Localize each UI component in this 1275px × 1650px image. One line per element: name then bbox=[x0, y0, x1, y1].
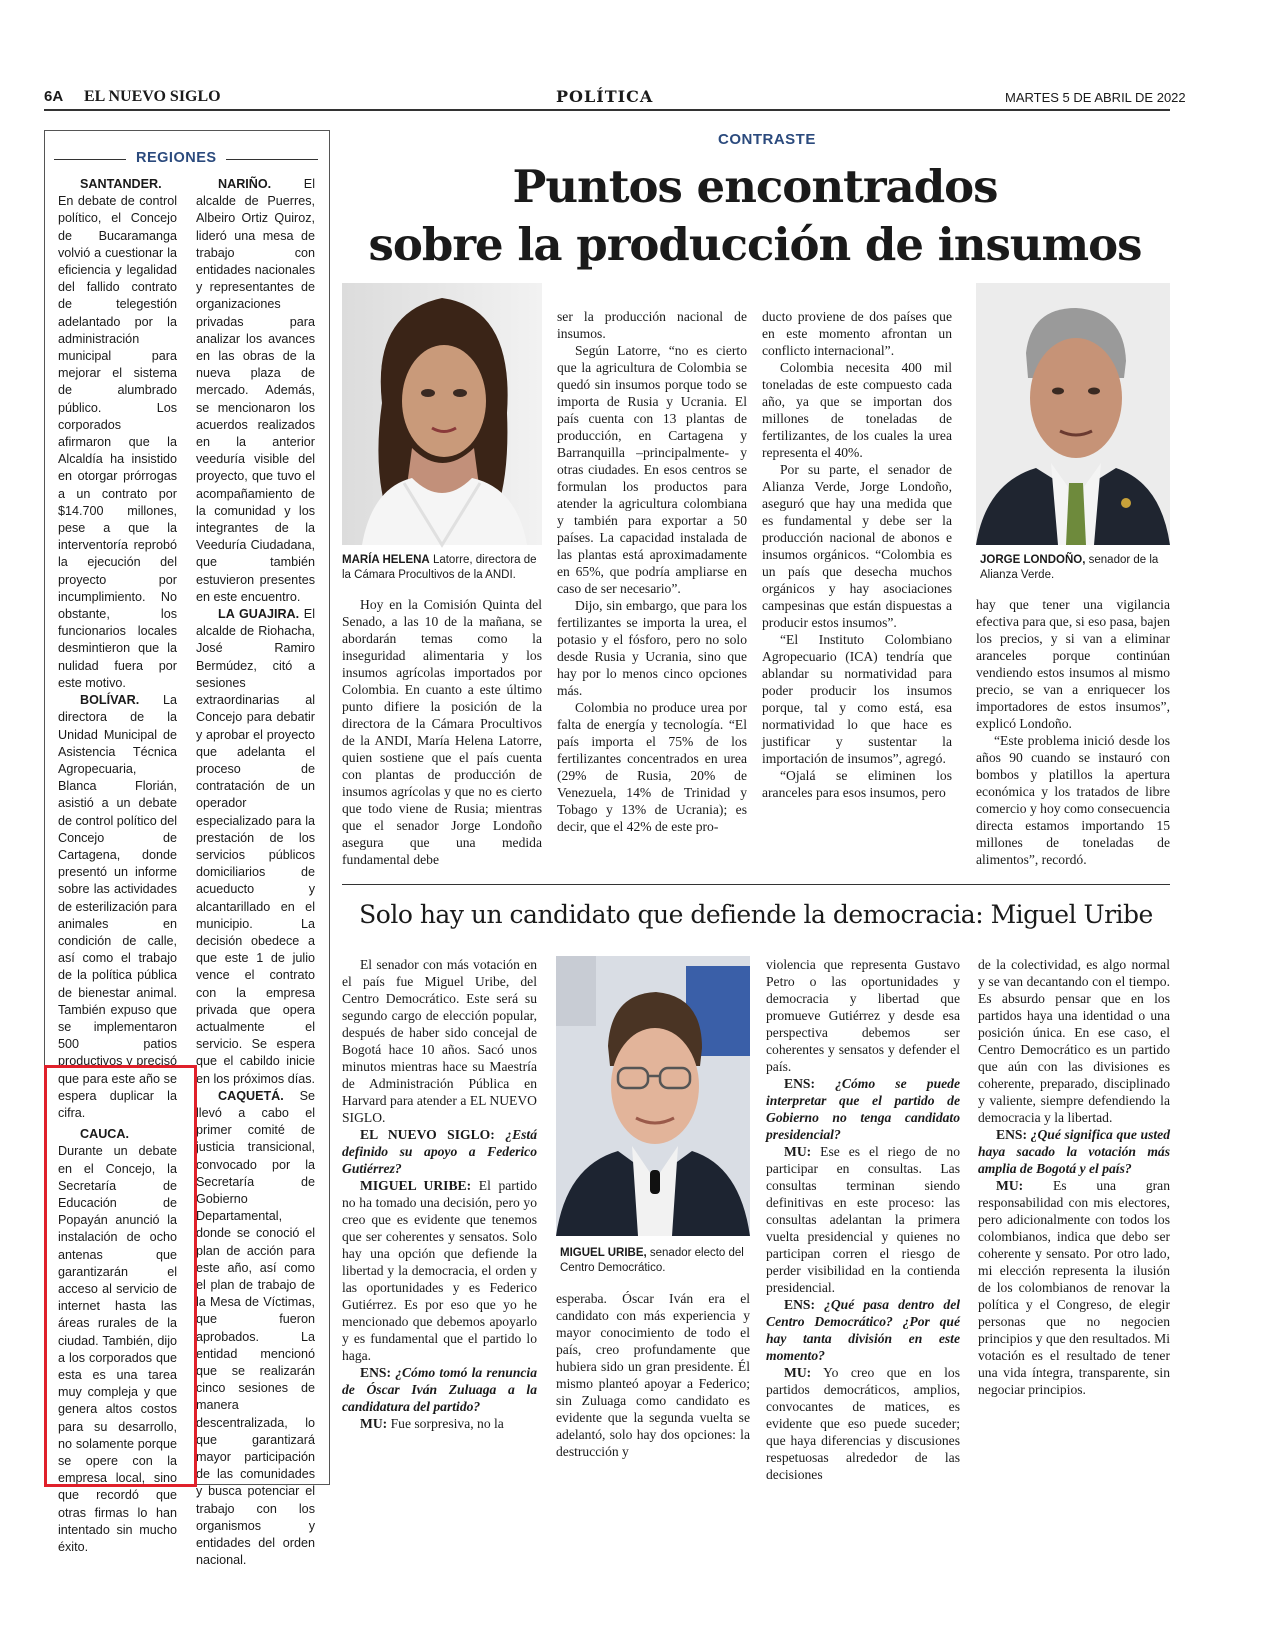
caption-jorge-londono: JORGE LONDOÑO, senador de la Alianza Verde. bbox=[980, 554, 1159, 581]
photo-jorge-londono bbox=[976, 283, 1170, 545]
interview-answer: MU: Fue sorpresiva, no la bbox=[360, 1416, 504, 1431]
interview-answer: MU: Es una gran responsabilidad con mis electores, pero adicionalmente con todos los colombianos, indica que debo ser coherente y sensato. Por otro lado, mi elección representa la ilusión de los colombianos de renovar la política y el Congreso, de elegir personas que no negocien principios y que den resultados. Mi votación es el resultado de tener una vida íntegra, transparente, sin negociar principios. bbox=[978, 1178, 1170, 1397]
article1-column-2 bbox=[557, 308, 747, 878]
caption-maria-helena: MARÍA HELENA Latorre, directora de la Cámara Procultivos de la ANDI. bbox=[342, 554, 537, 581]
article1-paragraph: hay que tener una vigilancia efectiva para que, si eso pasa, bajen los precios, y si van a eliminar aranceles porque continúan vendiendo estos insumos al mismo precio, se van a enriquecer los importadores de estos insumos”, explicó Londoño. bbox=[976, 597, 1170, 731]
regiones-title: REGIONES bbox=[136, 150, 217, 166]
article1-paragraph: Colombia no produce urea por falta de energía y tecnología. “El país importa el 75% de los fertilizantes concentrados en urea (29% de Rusia, 20% de Venezuela, 14% de Trinidad y Tobago y 13% de Ucrania); es decir, que el 42% de este pro- bbox=[557, 700, 747, 834]
photo-miguel-uribe bbox=[556, 956, 750, 1236]
interview-paragraph: violencia que representa Gustavo Petro o las oportunidades y democracia y libertad que promueve Gutiérrez y desde esa perspectiva debemos ser coherentes y sensatos y defender el país. bbox=[766, 957, 960, 1074]
article1-paragraph: Según Latorre, “no es cierto que la agricultura de Colombia se quedó sin insumos porque todo se importa de Rusia y Ucrania. El país cuenta con 13 plantas de producción, en Cartagena y Barranquilla –principalmente- y otras ciudades. En esos centros se formulan los productos para atender la agricultura colombiana y también para exportar a 50 países. La capacidad instalada de las plantas está aproximadamente en 65%, que podría ampliarse en caso de ser necesario”. bbox=[557, 343, 747, 596]
interview-answer: MU: Ese es el riego de no participar en consultas. Las consultas terminan siendo definitivas en este proceso: las consultas adelantan la primera vuelta presidencial y quienes no participan corren el riesgo de perder visibilidad en la contienda presidencial. bbox=[766, 1144, 960, 1295]
article1-column-1 bbox=[342, 596, 542, 878]
interview-paragraph: de la colectividad, es algo normal y se van decantando con el tiempo. Es absurdo pensar que en los partidos haya una identidad o una posición única. En ese caso, el Centro Democrático es un partido que aún con las divisiones es coherente, preparado, disciplinado y valiente, siempre defendiendo la democracia y la libertad. bbox=[978, 957, 1170, 1125]
article1-column-4 bbox=[976, 596, 1170, 878]
header-rule bbox=[44, 109, 1170, 111]
interview-paragraph: El senador con más votación en el país fue Miguel Uribe, del Centro Democrático. Este será su segundo cargo de elección popular, después de haber sido concejal de Bogotá hace 10 años. Sacó unos minutos mientras hace su Maestría de Administración Pública en Harvard para atender a EL NUEVO SIGLO. bbox=[342, 957, 537, 1125]
page-number: 6A bbox=[44, 88, 64, 105]
interview-question: ENS: ¿Cómo se puede interpretar que el partido de Gobierno no tenga candidato presidencial? bbox=[766, 1076, 960, 1142]
article1-paragraph: Hoy en la Comisión Quinta del Senado, a las 10 de la mañana, se abordarán temas como la inseguridad alimentaria y los insumos agrícolas importados por Colombia. En cuanto a este último punto difiere la posición de la directora de la Cámara Procultivos de la ANDI, María Helena Latorre, quien sostiene que el país cuenta con plantas de producción de insumos agrícolas y que no es cierto que todo viene de Rusia; mientras que el senador Jorge Londoño asegura que una medida fundamental debe bbox=[342, 597, 542, 867]
cauca-highlight-box bbox=[44, 1065, 197, 1487]
article1-paragraph: Dijo, sin embargo, que para los fertilizantes se importa la urea, el potasio y el fósforo, pero no solo desde Rusia y Ucrania, sino que hay por lo menos cinco opciones más. bbox=[557, 598, 747, 698]
article1-paragraph: Colombia necesita 400 mil toneladas de este compuesto cada año, ya que se importan dos millones de toneladas de fertilizantes, de los cuales la urea representa el 40%. bbox=[762, 360, 952, 460]
article2-column-3 bbox=[766, 956, 960, 1482]
regiones-rule-left bbox=[54, 159, 126, 160]
interview-question: ENS: ¿Qué significa que usted haya sacado la votación más amplia de Bogotá y el país? bbox=[978, 1127, 1170, 1176]
regiones-item: NARIÑO. El alcalde de Puerres, Albeiro Ortiz Quiroz, lideró una mesa de trabajo con entidades nacionales y representantes de organizaciones privadas para analizar los avances en las obras de la nueva plaza de mercado. Además, se mencionaron los acuerdos realizados en la anterior veeduría visible del proyecto, que tuvo el acompañamiento de la comunidad y los integrantes de la Veeduría Ciudadana, que también estuvieron presentes en este encuentro. bbox=[196, 177, 315, 604]
article1-column-3 bbox=[762, 308, 952, 878]
regiones-item: LA GUAJIRA. El alcalde de Riohacha, José Ramiro Bermúdez, citó a sesiones extraordinarias al Concejo para debatir y aprobar el proyecto que adelanta el proceso de contratación de un operador especializado para la prestación de los servicios públicos domiciliarios de acueducto y alcantarillado en el municipio. La decisión obedece a que este 1 de julio vence el contrato con la empresa privada que opera actualmente el servicio. Se espera que el cabildo inicie en los próximos días. bbox=[196, 607, 316, 1086]
article2-column-1 bbox=[342, 956, 537, 1482]
newspaper-logo: EL NUEVO SIGLO bbox=[84, 88, 221, 105]
regiones-rule-right bbox=[226, 159, 318, 160]
article2-column-2 bbox=[556, 1290, 750, 1482]
interview-question: ENS: ¿Cómo tomó la renuncia de Óscar Iván Zuluaga a la candidatura del partido? bbox=[342, 1365, 537, 1414]
caption-miguel-uribe: MIGUEL URIBE, senador electo del Centro Democrático. bbox=[560, 1247, 744, 1274]
interview-question: EL NUEVO SIGLO: ¿Está definido su apoyo a Federico Gutiérrez? bbox=[342, 1127, 537, 1176]
interview-paragraph: esperaba. Óscar Iván era el candidato con más experiencia y mayor conocimiento de todo el país, creo profundamente que hubiera sido un gran presidente. Él mismo planteó apoyar a Federico; sin Zuluaga como candidato es evidente que la segunda vuelta se adelantó, solo hay dos opciones: la destrucción y bbox=[556, 1291, 750, 1459]
article1-title: Puntos encontrados sobre la producción de insumos bbox=[368, 160, 1142, 271]
article1-paragraph: “Este problema inició desde los años 90 cuando se instauró con bombos y platillos la apertura económica y los tratados de libre comercio y hoy como consecuencia directa estamos importando 15 millones de toneladas de alimentos”, recordó. bbox=[976, 733, 1171, 867]
article1-paragraph: Por su parte, el senador de Alianza Verde, Jorge Londoño, aseguró que hay una medida que es fundamental y debe ser la producción nacional de abonos e insumos orgánicos. “Colombia es un país que desecha muchos orgánicos y hay asociaciones campesinas que están dispuestas a producir estos insumos”. bbox=[762, 462, 952, 630]
interview-answer: MU: Yo creo que en los partidos democráticos, amplios, convocantes de matices, es evidente que eso puede suceder; que haya diferencias y discusiones respetuosas alrededor de las decisiones bbox=[766, 1365, 960, 1482]
section-title: POLÍTICA bbox=[556, 87, 654, 106]
regiones-item: SANTANDER. En debate de control político, el Concejo de Bucaramanga volvió a cuestionar la eficiencia y legalidad del fallido contrato de telegestión adelantado por la administración municipal para mejorar el sistema de alumbrado público. Los corporados afirmaron que la Alcaldía ha insistido en otorgar prórrogas a un contrato por $14.700 millones, pese a que la interventoría reprobó la ejecución del proyecto por incumplimiento. No obstante, los funcionarios locales desmintieron que la nulidad fuera por este motivo. bbox=[58, 177, 177, 690]
interview-answer: MIGUEL URIBE: El partido no ha tomado una decisión, pero yo creo que es evidente que tenemos que ser coherentes y sensatos. Solo hay una opción que defiende la libertad y la democracia, el orden y las oportunidades y es Federico Gutiérrez. Es por eso que yo he mencionado que debemos apoyarlo y es fundamental que el partido lo haga. bbox=[342, 1178, 537, 1363]
article1-paragraph: ser la producción nacional de insumos. bbox=[557, 309, 747, 341]
photo-maria-helena-latorre bbox=[342, 283, 542, 545]
article1-kicker: CONTRASTE bbox=[718, 131, 816, 148]
article-divider bbox=[342, 884, 1170, 885]
interview-question: ENS: ¿Qué pasa dentro del Centro Democrático? ¿Por qué hay tanta división en este momento? bbox=[766, 1297, 960, 1363]
article1-paragraph: “El Instituto Colombiano Agropecuario (ICA) tendría que ablandar su normatividad para poder producir los insumos porque, tal y como está, esa normatividad lo que hace es justificar y sustentar la importación de insumos”, agregó. bbox=[762, 632, 952, 766]
article2-column-4 bbox=[978, 956, 1170, 1482]
regiones-item: CAQUETÁ. Se llevó a cabo el primer comité de justicia transicional, convocado por la Secretaría de Gobierno Departamental, donde se conoció el plan de acción para este año, así como el plan de trabajo de la Mesa de Víctimas, que fueron aprobados. La entidad mencionó que se realizarán cinco sesiones de manera descentralizada, lo que garantizará mayor participación de las comunidades y busca potenciar el trabajo con los organismos y entidades del orden nacional. bbox=[196, 1088, 315, 1568]
article2-title: Solo hay un candidato que defiende la democracia: Miguel Uribe bbox=[359, 900, 1153, 929]
article1-paragraph: “Ojalá se eliminen los aranceles para esos insumos, pero bbox=[762, 768, 952, 800]
article1-paragraph: ducto proviene de dos países que en este momento afrontan un conflicto internacional”. bbox=[762, 309, 952, 358]
regiones-item: CAUCA. Durante un debate en el Concejo, la Secretaría de Educación de Popayán anunció la instalación de ocho antenas que garantizarán el acceso al servicio de internet hasta las áreas rurales de la ciudad. También, dijo a los corporados que esta es una tarea muy compleja y que genera altos costos para su desarrollo, no solamente porque se opere con la empresa local, sino que recordó que otras firmas lo han intentado sin mucho éxito. bbox=[58, 1127, 177, 1555]
issue-date: MARTES 5 DE ABRIL DE 2022 bbox=[1005, 90, 1186, 105]
regiones-item: BOLÍVAR. La directora de la Unidad Municipal de Asistencia Técnica Agropecuaria, Blanca Florián, asistió a un debate de control político del Concejo de Cartagena, donde presentó un informe sobre las actividades de esterilización para animales en condición de calle, así como el trabajo de la política pública de bienestar animal. También expuso que se implementaron 500 patios productivos y precisó que para este año se espera duplicar la cifra. bbox=[58, 693, 178, 1120]
regiones-column-2 bbox=[196, 176, 316, 1568]
